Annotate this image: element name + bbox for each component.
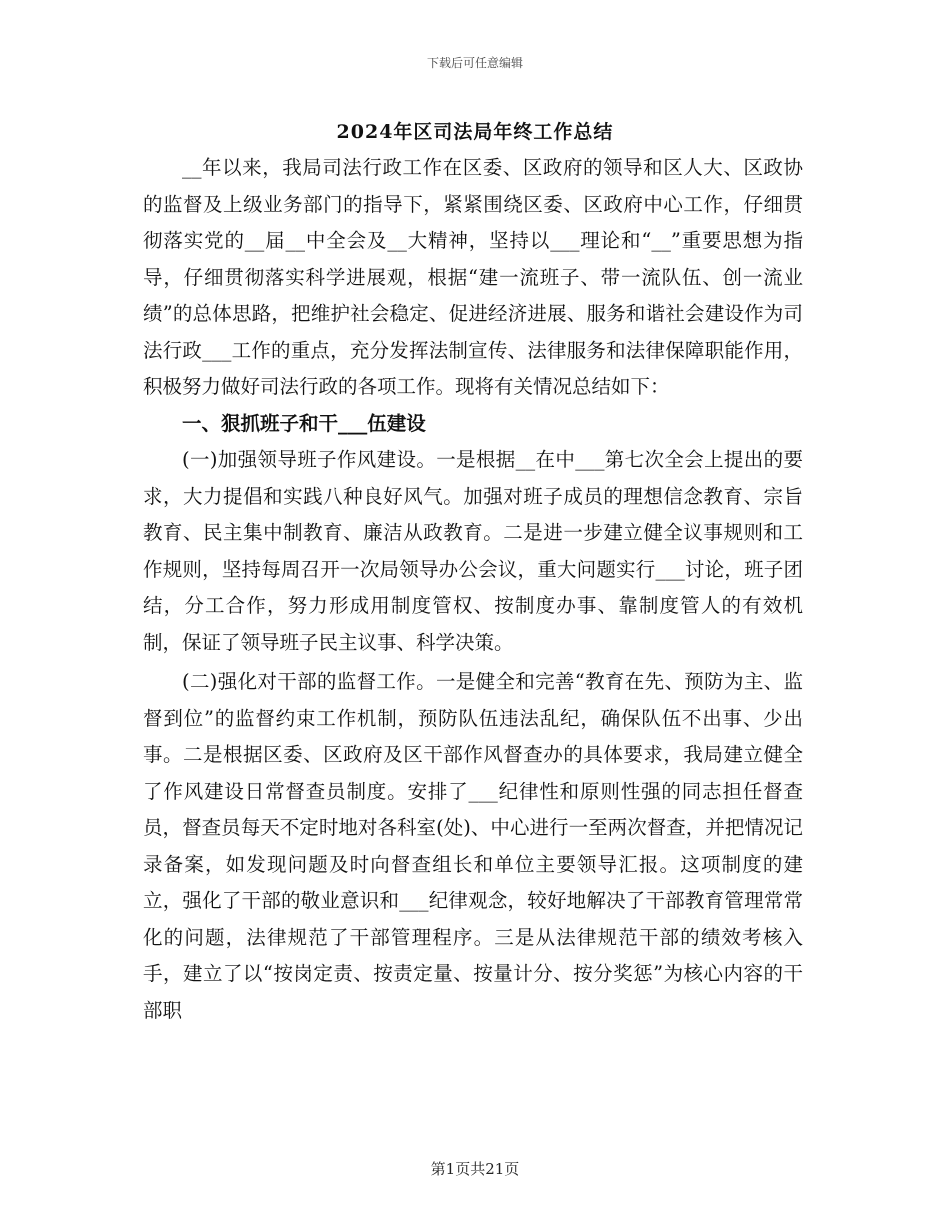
document-title: 2024年区司法局年终工作总结 [336,121,614,143]
paragraph-item-2: (二)强化对干部的监督工作。一是健全和完善“教育在先、预防为主、监督到位”的监督约束工作机制，预防队伍违法乱纪，确保队伍不出事、少出事。二是根据区委、区政府及区干部作风督查办的具体要求，我局建立健全了作风建设日常督查员制度。安排了___纪律性和原则性强的同志担任督查员，督查员每天不定时地对各科室(处)、中心进行一至两次督查，并把情况记录备案，如发现问题及时向督查组长和单位主要领导汇报。这项制度的建立，强化了干部的敬业意识和___纪律观念，较好地解决了干部教育管理常常化的问题，法律规范了干部管理程序。三是从法律规范干部的绩效考核入手，建立了以“按岗定责、按责定量、按量计分、按分奖惩”为核心内容的干部职 [143,670,803,1022]
intro-paragraph: __年以来，我局司法行政工作在区委、区政府的领导和区人大、区政协的监督及上级业务部门的指导下，紧紧围绕区委、区政府中心工作，仔细贯彻落实党的__届__中全会及__大精神，坚持以___理论和“__”重要思想为指导，仔细贯彻落实科学进展观，根据“建一流班子、带一流队伍、创一流业绩”的总体思路，把维护社会稳定、促进经济进展、服务和谐社会建设作为司法行政___工作的重点，充分发挥法制宣传、法律服务和法律保障职能作用，积极努力做好司法行政的各项工作。现将有关情况总结如下： [143,156,803,398]
header-note: 下载后可任意编辑 [426,56,523,70]
page-footer: 第1页共21页 [430,1160,520,1178]
document-body [143,150,803,1029]
section-heading-1: 一、狠抓班子和干___伍建设 [182,411,426,435]
paragraph-item-1: (一)加强领导班子作风建设。一是根据__在中___第七次全会上提出的要求，大力提倡和实践八种良好风气。加强对班子成员的理想信念教育、宗旨教育、民主集中制教育、廉洁从政教育。二是进一步建立健全议事规则和工作规则，坚持每周召开一次局领导办公会议，重大问题实行___讨论，班子团结，分工合作，努力形成用制度管权、按制度办事、靠制度管人的有效机制，保证了领导班子民主议事、科学决策。 [143,448,803,654]
